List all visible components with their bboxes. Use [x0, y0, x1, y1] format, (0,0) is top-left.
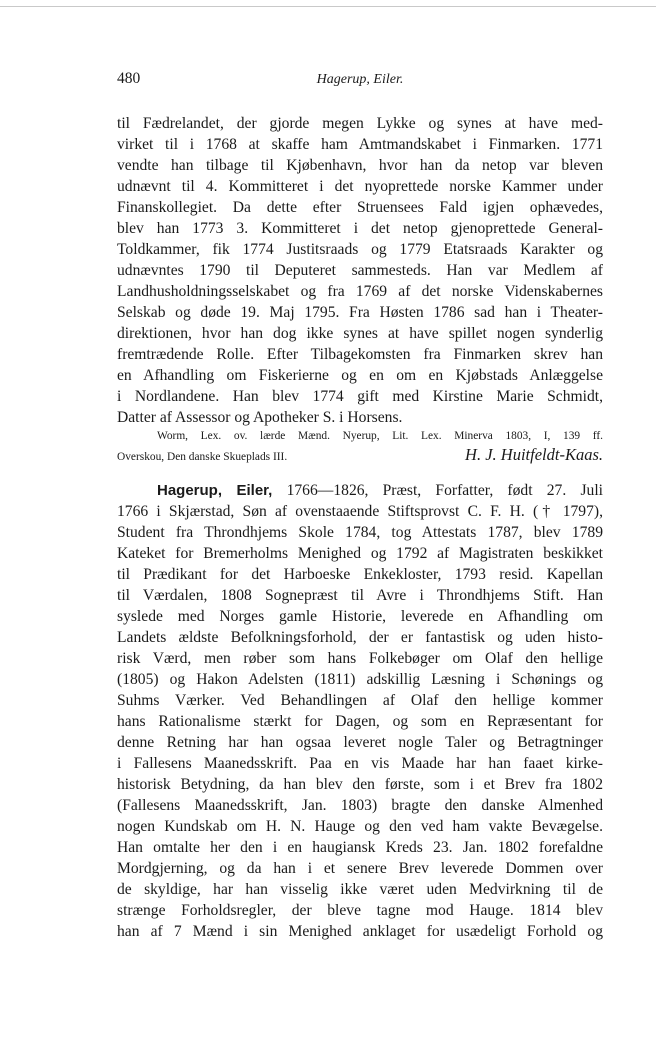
text-line: han af 7 Mænd i sin Menighed anklaget for usædeligt Forhold og	[117, 923, 603, 940]
text-line: Suhms Værker. Ved Behandlingen af Olaf den hellige kommer	[117, 692, 603, 709]
text-line: Han omtalte her den i en haugiansk Kreds 23. Jan. 1802 forefaldne	[117, 839, 603, 856]
text-line: fremtrædende Rolle. Efter Tilbagekomsten fra Finmarken skrev han	[117, 346, 603, 363]
entry-first-line	[117, 480, 603, 501]
text-line: Mordgjerning, og da han i et senere Brev leverede Dommen over	[117, 860, 603, 877]
text-line: virket til i 1768 at skaffe ham Amtmandskabet i Finmarken. 1771	[117, 136, 603, 153]
sources-line: Worm, Lex. ov. lærde Mænd. Nyerup, Lit. Lex. Minerva 1803, I, 139 ff.	[157, 430, 603, 442]
sources-line-author	[117, 445, 603, 466]
text-line: Datter af Assessor og Apotheker S. i Horsens.	[117, 409, 403, 426]
text-line: Toldkammer, fik 1774 Justitsraads og 1779 Etatsraads Karakter og	[117, 241, 603, 258]
text-line: direktionen, hvor han dog ikke synes at have spillet nogen synderlig	[117, 325, 603, 342]
entry-heading-continuation: 1766—1826, Præst, Forfatter, født 27. Juli	[286, 482, 603, 499]
text-line: Landhusholdningsselskabet og fra 1769 af det norske Videnskabernes	[117, 283, 603, 300]
text-line: Kateket for Bremerholms Menighed og 1792 af Magistraten beskikket	[117, 545, 603, 562]
text-line: i Fallesens Maanedsskrift. Paa en vis Maade har han faaet kirke-	[117, 755, 603, 772]
text-line: Landets ældste Befolkningsforhold, der er fantastisk og uden histo-	[117, 629, 603, 646]
page-number: 480	[117, 70, 141, 87]
article-entry-hagerup-eiler	[117, 480, 603, 942]
text-line: Student fra Throndhjems Skole 1784, tog Attestats 1787, blev 1789	[117, 524, 603, 541]
text-line: (1805) og Hakon Adelsten (1811) adskillig Læsning i Schønings og	[117, 671, 603, 688]
text-line: en Afhandling om Fiskerierne og en om en Kjøbstads Anlæggelse	[117, 367, 603, 384]
running-head: Hagerup, Eiler.	[316, 72, 404, 87]
text-line: Finanskollegiet. Da dette efter Struensees Fald igjen ophævedes,	[117, 199, 603, 216]
text-line: denne Retning har han ogsaa leveret nogle Taler og Betragtninger	[117, 734, 603, 751]
article-entry-previous	[117, 113, 603, 466]
top-rule	[0, 6, 656, 7]
text-line: til Fædrelandet, der gjorde megen Lykke og synes at have med-	[117, 115, 603, 132]
text-line: udnævntes 1790 til Deputeret sammesteds. Han var Medlem af	[117, 262, 603, 279]
entry-heading: Hagerup, Eiler,	[157, 482, 273, 499]
text-line: blev han 1773 3. Kommitteret i det netop gjenoprettede General-	[117, 220, 603, 237]
text-line: til Værdalen, 1808 Sognepræst til Avre i Throndhjems Stift. Han	[117, 587, 603, 604]
text-line: Selskab og døde 19. Maj 1795. Fra Høsten 1786 sad han i Theater-	[117, 304, 603, 321]
sources-line: Overskou, Den danske Skueplads III.	[117, 450, 288, 463]
text-line: risk Værd, men røber som hans Folkebøger om Olaf den hellige	[117, 650, 603, 667]
page-header	[117, 70, 603, 94]
text-line: 1766 i Skjærstad, Søn af ovenstaaende Stiftsprovst C. F. H. († 1797),	[117, 503, 603, 520]
author-signature: H. J. Huitfeldt-Kaas.	[465, 444, 603, 464]
text-line: udnævnt til 4. Kommitteret i det nyoprettede norske Kammer under	[117, 178, 603, 195]
text-line: strænge Forholdsregler, der bleve tagne mod Hauge. 1814 blev	[117, 902, 603, 919]
text-line: historisk Betydning, da han blev den første, som i et Brev fra 1802	[117, 776, 603, 793]
sources-block	[117, 428, 603, 466]
text-line: de skyldige, har han visselig ikke været uden Medvirkning til de	[117, 881, 603, 898]
text-line: til Prædikant for det Harboeske Enkekloster, 1793 resid. Kapellan	[117, 566, 603, 583]
text-line: hans Rationalisme stærkt for Dagen, og som en Repræsentant for	[117, 713, 603, 730]
text-line: vendte han tilbage til Kjøbenhavn, hvor han da netop var bleven	[117, 157, 603, 174]
text-line: syslede med Norges gamle Historie, leverede en Afhandling om	[117, 608, 603, 625]
text-line: i Nordlandene. Han blev 1774 gift med Kirstine Marie Schmidt,	[117, 388, 603, 405]
text-line: (Fallesens Maanedsskrift, Jan. 1803) bragte den danske Almenhed	[117, 797, 603, 814]
text-line: nogen Kundskab om H. N. Hauge og den ved ham vakte Bevægelse.	[117, 818, 603, 835]
